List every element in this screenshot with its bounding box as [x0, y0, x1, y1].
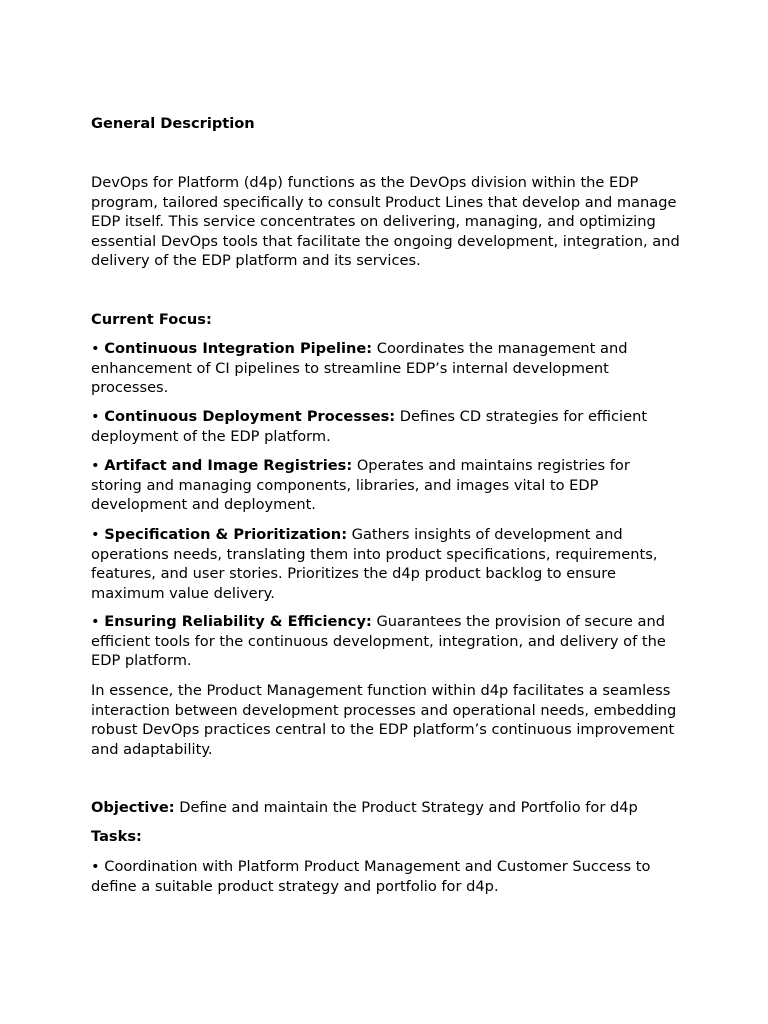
- focus-item: [91, 525, 681, 603]
- focus-item-text: Gathers insights of development and operations needs, translating them into product specifications, requirements, features, and user stories. Prioritizes the d4p product backlog to ensure maximum value delivery.: [91, 526, 658, 602]
- objective-label: Objective:: [91, 799, 175, 816]
- focus-item: [91, 456, 681, 515]
- focus-item-text: Operates and maintains registries for storing and managing components, libraries, and images vital to EDP development and deployment.: [91, 457, 630, 513]
- focus-item-label: Continuous Integration Pipeline:: [104, 340, 373, 357]
- task-item: [91, 857, 681, 896]
- tasks-heading: Tasks:: [91, 828, 142, 845]
- objective-text: Define and maintain the Product Strategy and Portfolio for d4p: [179, 799, 638, 816]
- focus-item-text: Guarantees the provision of secure and efficient tools for the continuous development, integration, and delivery of the EDP platform.: [91, 613, 666, 669]
- focus-item: [91, 339, 681, 398]
- task-item-text: Coordination with Platform Product Management and Customer Success to define a suitable product strategy and portfolio for d4p.: [91, 858, 651, 895]
- focus-item-label: Ensuring Reliability & Efficiency:: [104, 613, 372, 630]
- bullet-glyph: •: [91, 526, 100, 543]
- bullet-glyph: •: [91, 457, 100, 474]
- bullet-glyph: •: [91, 613, 100, 630]
- focus-item-text: Coordinates the management and enhancement of CI pipelines to streamline EDP’s internal development processes.: [91, 340, 628, 396]
- intro-paragraph: DevOps for Platform (d4p) functions as the DevOps division within the EDP program, tailored specifically to consult Product Lines that develop and manage EDP itself. This service concentrates on delivering, managing, and optimizing essential DevOps tools that facilitate the ongoing development, integration, and delivery of the EDP platform and its services.: [91, 174, 680, 269]
- focus-item: [91, 612, 681, 671]
- focus-item: [91, 407, 681, 446]
- focus-item-label: Specification & Prioritization:: [104, 526, 348, 543]
- focus-item-label: Artifact and Image Registries:: [104, 457, 353, 474]
- objective-line: [91, 798, 681, 818]
- document-title: General Description: [91, 115, 255, 132]
- focus-heading: Current Focus:: [91, 311, 212, 328]
- summary-paragraph: In essence, the Product Management function within d4p facilitates a seamless interaction between development processes and operational needs, embedding robust DevOps practices central to the EDP platform’s continuous improvement and adaptability.: [91, 682, 677, 758]
- bullet-glyph: •: [91, 408, 100, 425]
- document-page: [91, 0, 681, 1024]
- bullet-glyph: •: [91, 858, 100, 875]
- bullet-glyph: •: [91, 340, 100, 357]
- focus-item-text: Defines CD strategies for efficient deployment of the EDP platform.: [91, 408, 648, 445]
- focus-item-label: Continuous Deployment Processes:: [104, 408, 396, 425]
